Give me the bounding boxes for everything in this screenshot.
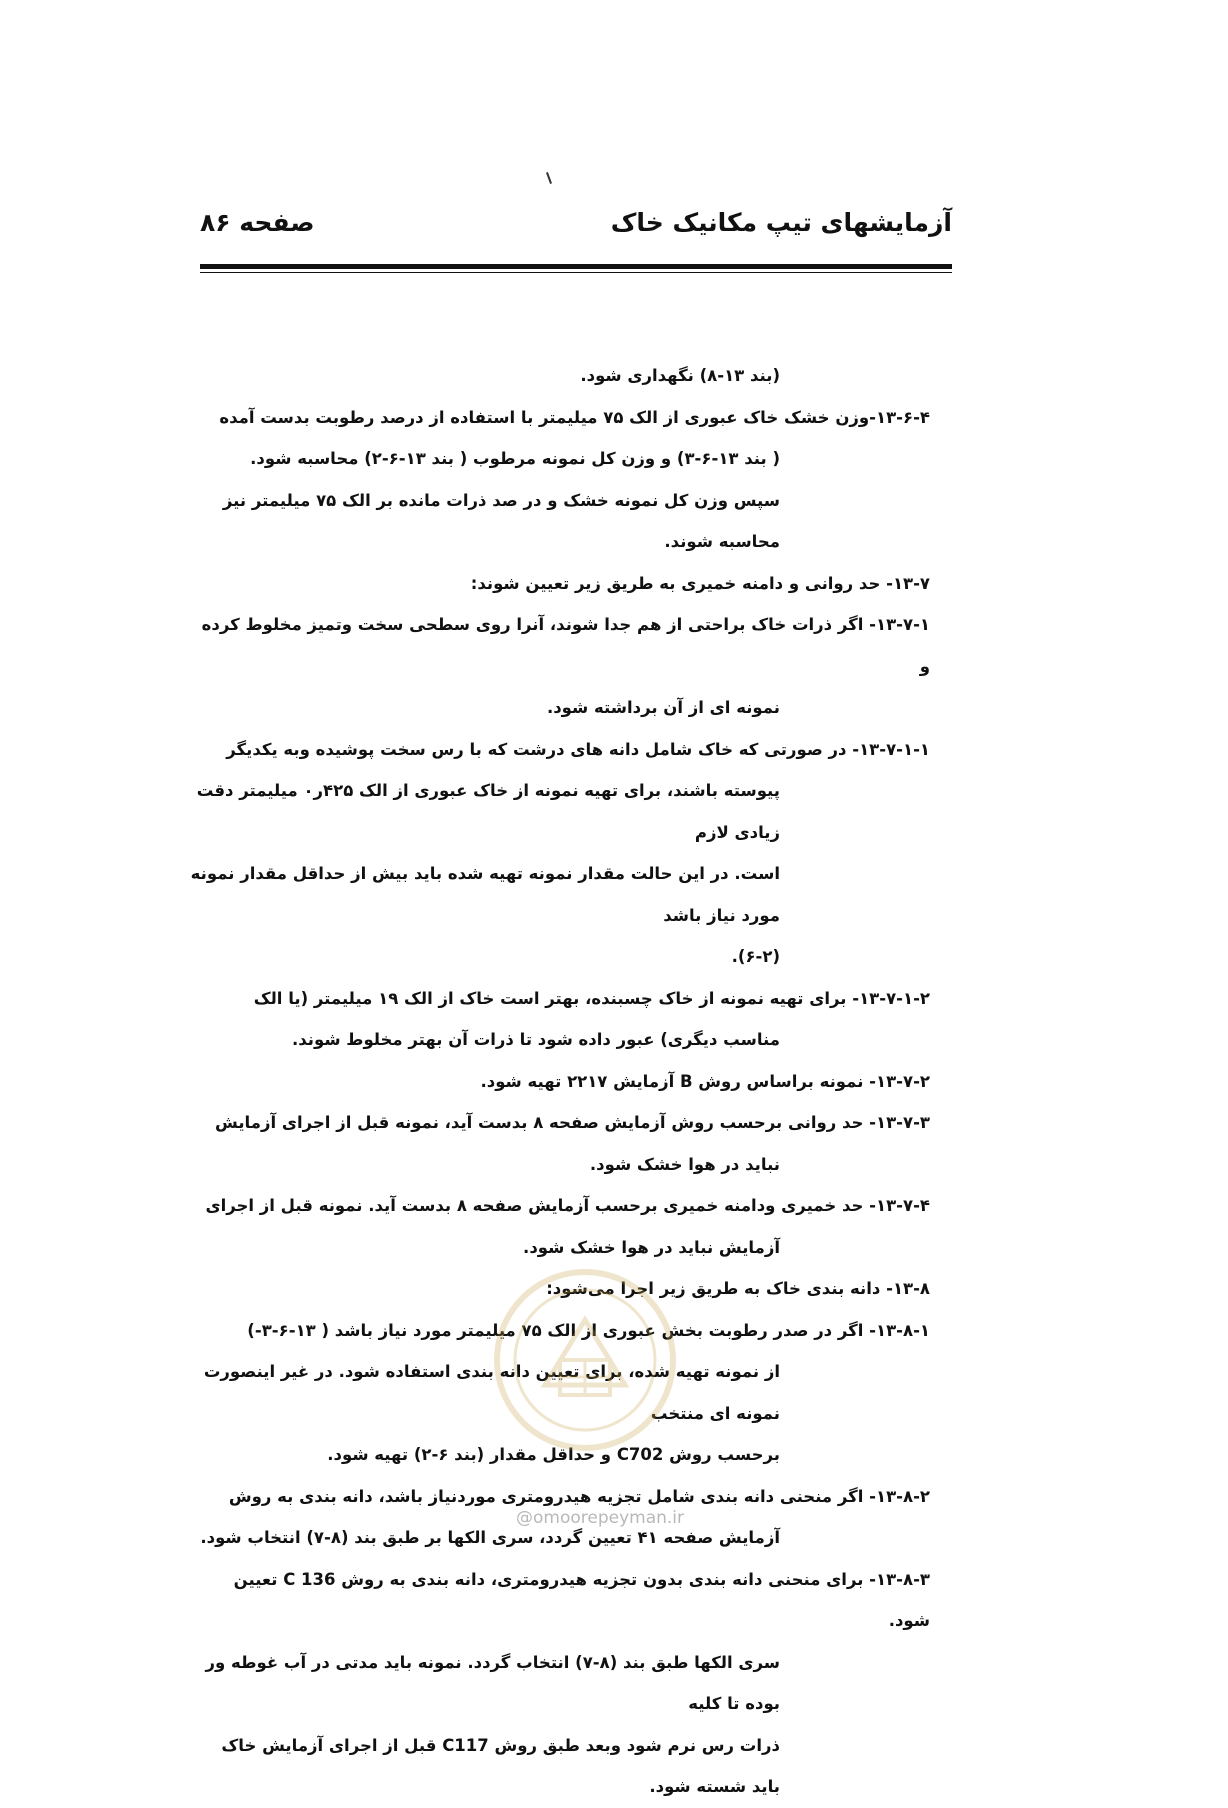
text-line: ۱۳-۷-۱- اگر ذرات خاک براحتی از هم جدا شوند، آنرا روی سطحی سخت وتمیز مخلوط کرده و xyxy=(201,615,930,676)
text-line: است. در این حالت مقدار نمونه تهیه شده باید بیش از حداقل مقدار نمونه مورد نیاز باشد xyxy=(190,864,780,925)
text-line: ذرات رس نرم شود وبعد طبق روش C117 قبل از اجرای آزمایش خاک باید شسته شود. xyxy=(221,1735,780,1796)
text-line: ۱۳-۷-۱-۲- برای تهیه نمونه از خاک چسبنده، بهتر است خاک از الک ۱۹ میلیمتر (یا الک xyxy=(253,988,930,1008)
text-line: ۱۳-۸-۳- برای منحنی دانه بندی بدون تجزیه هیدرومتری، دانه بندی به روش C 136 تعیین شود. xyxy=(233,1569,930,1630)
text-line: ۱۳-۷-۲- نمونه براساس روش B آزمایش ۲۲۱۷ تهیه شود. xyxy=(480,1071,930,1091)
running-title: آزمایشهای تیپ مکانیک خاک xyxy=(610,208,952,237)
text-line: نباید در هوا خشک شود. xyxy=(589,1154,780,1174)
text-line: ۱۳-۶-۴-وزن خشک خاک عبوری از الک ۷۵ میلیمتر با استفاده از درصد رطوبت بدست آمده xyxy=(219,407,930,427)
scan-mark xyxy=(546,172,552,184)
text-line: آزمایش نباید در هوا خشک شود. xyxy=(523,1237,780,1257)
text-line: آزمایش صفحه ۴۱ تعیین گردد، سری الکها بر طبق بند (۸-۷) انتخاب شود. xyxy=(200,1528,780,1547)
text-line: ۱۳-۸- دانه بندی خاک به طریق زیر اجرا می‌شود: xyxy=(546,1279,930,1298)
text-line: (۶-۲). xyxy=(731,947,780,966)
text-line: پیوسته باشند، برای تهیه نمونه از خاک عبوری از الک ۴۲۵ر۰ میلیمتر دقت زیادی لازم xyxy=(196,781,780,842)
text-line: ۱۳-۸-۲- اگر منحنی دانه بندی شامل تجزیه هیدرومتری موردنیاز باشد، دانه بندی به روش xyxy=(228,1486,930,1506)
header-rule xyxy=(200,264,952,269)
text-line: (بند ۱۳-۸) نگهداری شود. xyxy=(580,366,780,385)
body-text xyxy=(190,355,930,1808)
text-line: سری الکها طبق بند (۸-۷) انتخاب گردد. نمونه باید مدتی در آب غوطه ور بوده تا کلیه xyxy=(205,1652,780,1713)
text-line: ۱۳-۷- حد روانی و دامنه خمیری به طریق زیر تعیین شوند: xyxy=(470,573,930,593)
text-line: نمونه ای از آن برداشته شود. xyxy=(546,698,780,717)
text-line: ۱۳-۷-۱-۱- در صورتی که خاک شامل دانه های درشت که با رس سخت پوشیده وبه یکدیگر xyxy=(226,739,930,759)
page-header xyxy=(200,208,952,248)
text-line: برحسب روش C702 و حداقل مقدار (بند ۶-۲) تهیه شود. xyxy=(327,1445,780,1464)
header-rule-thin xyxy=(200,272,952,273)
text-line: ۱۳-۸-۱- اگر در صدر رطوبت بخش عبوری از الک ۷۵ میلیمتر مورد نیاز باشد ( ۱۳-۶-۳-) xyxy=(247,1320,930,1340)
watermark-seal xyxy=(490,1265,680,1455)
watermark-url: @omoorepeyman.ir xyxy=(515,1508,685,1528)
text-line: ۱۳-۷-۴- حد خمیری ودامنه خمیری برحسب آزمایش صفحه ۸ بدست آید. نمونه قبل از اجرای xyxy=(205,1196,930,1215)
text-line: ۱۳-۷-۳- حد روانی برحسب روش آزمایش صفحه ۸ بدست آید، نمونه قبل از اجرای آزمایش xyxy=(215,1113,930,1132)
text-line: مناسب دیگری) عبور داده شود تا ذرات آن بهتر مخلوط شوند. xyxy=(292,1030,780,1049)
text-line: سپس وزن کل نمونه خشک و در صد ذرات مانده بر الک ۷۵ میلیمتر نیز محاسبه شوند. xyxy=(222,490,780,551)
text-line: از نمونه تهیه شده، برای تعیین دانه بندی استفاده شود. در غیر اینصورت نمونه ای منتخب xyxy=(203,1362,780,1423)
page-number: صفحه ۸۶ xyxy=(200,208,315,237)
text-line: ( بند ۱۳-۶-۳) و وزن کل نمونه مرطوب ( بند ۱۳-۶-۲) محاسبه شود. xyxy=(250,449,780,468)
